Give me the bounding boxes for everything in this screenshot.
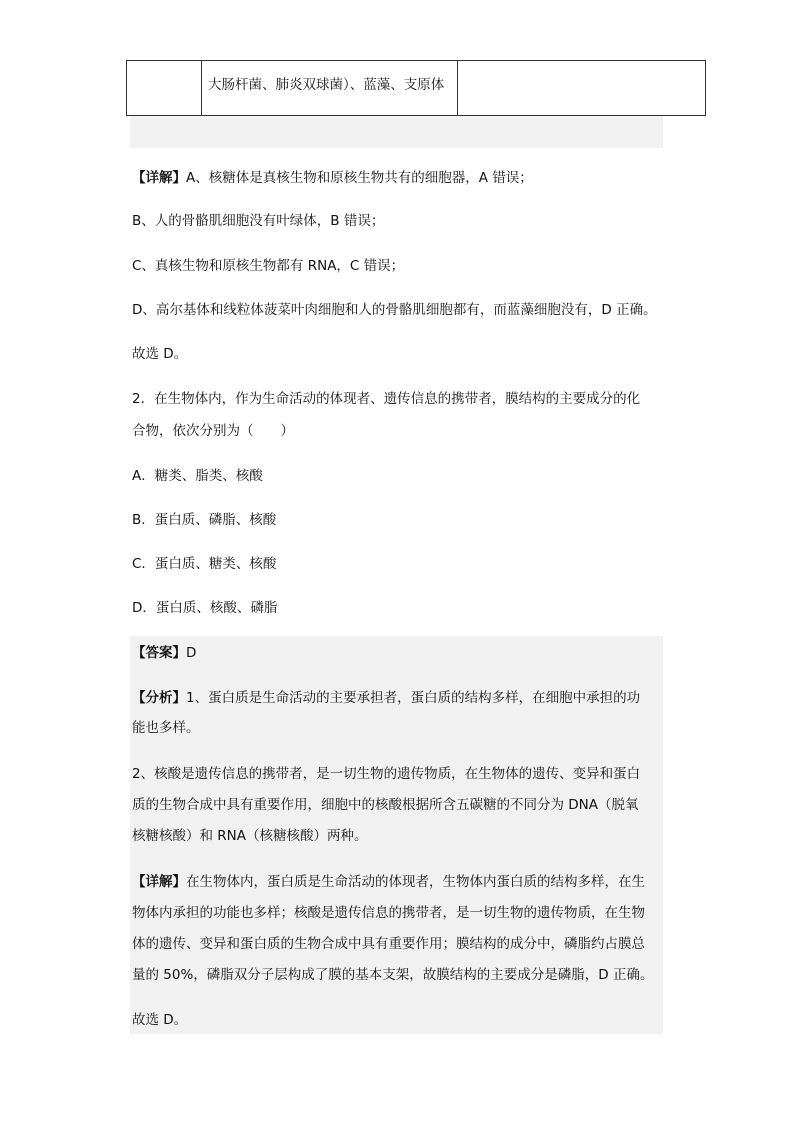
- explain-line: 【详解】在生物体内，蛋白质是生命活动的体现者，生物体内蛋白质的结构多样，在生: [132, 874, 645, 890]
- q1-explain-line: C、真核生物和原核生物都有 RNA，C 错误；: [132, 258, 405, 274]
- question-stem: 合物，依次分别为（ ）: [132, 423, 294, 439]
- explain-line: 物体内承担的功能也多样；核酸是遗传信息的携带者，是一切生物的遗传物质，在生物: [132, 905, 645, 921]
- question-stem: 2．在生物体内，作为生命活动的体现者、遗传信息的携带者，膜结构的主要成分的化: [132, 391, 641, 407]
- q1-conclusion: 故选 D。: [132, 346, 188, 362]
- q1-explain-line: D、高尔基体和线粒体菠菜叶肉细胞和人的骨骼肌细胞都有，而蓝藻细胞没有，D 正确。: [132, 302, 657, 318]
- option-c: C．蛋白质、糖类、核酸: [132, 556, 277, 572]
- analysis-line: 质的生物合成中具有重要作用，细胞中的核酸根据所含五碳糖的不同分为 DNA（脱氧: [132, 797, 639, 813]
- analysis-line: 核糖核酸）和 RNA（核糖核酸）两种。: [132, 828, 368, 844]
- option-d: D．蛋白质、核酸、磷脂: [132, 600, 278, 616]
- option-a: A．糖类、脂类、核酸: [132, 468, 263, 484]
- explain-line: 体的遗传、变异和蛋白质的生物合成中具有重要作用；膜结构的成分中，磷脂约占膜总: [132, 936, 645, 952]
- q1-explain-line: 【详解】A、核糖体是真核生物和原核生物共有的细胞器，A 错误；: [132, 170, 533, 186]
- analysis-line: 能也多样。: [132, 720, 200, 736]
- analysis-line: 【分析】1、蛋白质是生命活动的主要承担者，蛋白质的结构多样，在细胞中承担的功: [132, 690, 641, 706]
- table-cell: 大肠杆菌、肺炎双球菌）、蓝藻、支原体: [202, 61, 458, 116]
- q2-conclusion: 故选 D。: [132, 1012, 188, 1028]
- q1-explain-line: B、人的骨骼肌细胞没有叶绿体，B 错误；: [132, 213, 385, 229]
- table-row: [127, 61, 706, 116]
- answer-shade-top: [130, 116, 663, 148]
- explain-line: 量的 50%，磷脂双分子层构成了膜的基本支架，故膜结构的主要成分是磷脂，D 正确。: [132, 967, 654, 983]
- table-cell: [458, 61, 706, 116]
- option-b: B．蛋白质、磷脂、核酸: [132, 512, 277, 528]
- table-cell: [127, 61, 202, 116]
- analysis-line: 2、核酸是遗传信息的携带者，是一切生物的遗传物质，在生物体的遗传、变异和蛋白: [132, 766, 641, 782]
- answer: 【答案】D: [132, 645, 197, 661]
- organism-table: [126, 60, 706, 116]
